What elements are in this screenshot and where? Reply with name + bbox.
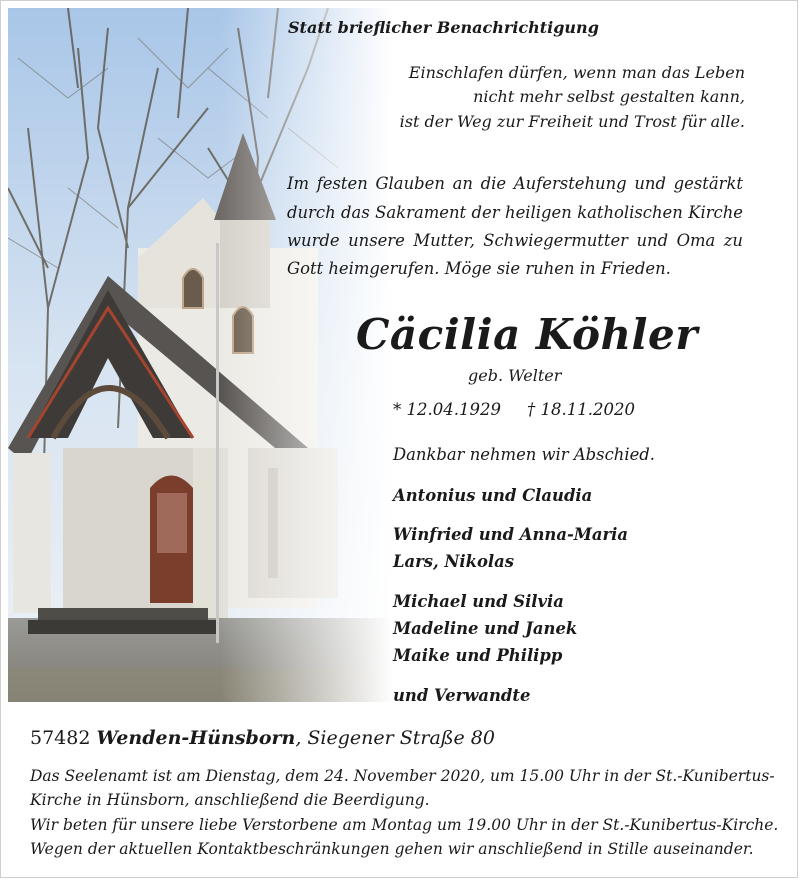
thanks-line: Dankbar nehmen wir Abschied. — [393, 445, 655, 464]
body-line: wurde unsere Mutter, Schwiegermutter und Oma zu — [287, 231, 743, 250]
body-line: durch das Sakrament der heiligen katholischen Kirche — [287, 203, 743, 222]
family-line: Winfried und Anna-Maria — [393, 525, 628, 544]
family-line: Michael und Silvia — [393, 592, 564, 611]
body-line: Im festen Glauben an die Auferstehung und gestärkt — [287, 174, 743, 193]
birth-date: * 12.04.1929 — [393, 400, 501, 419]
service-notice-line: Wegen der aktuellen Kontaktbeschränkungen gehen wir anschließend in Stille auseinander. — [30, 840, 754, 858]
address-line — [30, 727, 495, 749]
town: Wenden-Hünsborn — [96, 727, 296, 749]
verse-line: Einschlafen dürfen, wenn man das Leben — [408, 63, 745, 82]
death-date: † 18.11.2020 — [527, 400, 635, 419]
header-note: Statt brieflicher Benachrichtigung — [288, 18, 599, 37]
family-line: Lars, Nikolas — [393, 552, 514, 571]
deceased-name: Cäcilia Köhler — [356, 310, 698, 359]
service-notice-line: Kirche in Hünsborn, anschließend die Beerdigung. — [30, 791, 430, 809]
body-line: Gott heimgerufen. Möge sie ruhen in Frieden. — [287, 259, 671, 278]
postcode: 57482 — [30, 727, 91, 749]
service-notice-line: Wir beten für unsere liebe Verstorbene am Montag um 19.00 Uhr in der St.-Kunibertus-Kirche. — [30, 816, 779, 834]
verse-line: nicht mehr selbst gestalten kann, — [473, 87, 745, 106]
family-line: Madeline und Janek — [393, 619, 578, 638]
street: , Siegener Straße 80 — [295, 727, 495, 749]
maiden-name: geb. Welter — [468, 366, 562, 385]
service-notice-line: Das Seelenamt ist am Dienstag, dem 24. November 2020, um 15.00 Uhr in der St.-Kunibertus- — [30, 767, 775, 785]
family-line: und Verwandte — [393, 686, 531, 705]
verse-line: ist der Weg zur Freiheit und Trost für alle. — [399, 112, 745, 131]
family-line: Antonius und Claudia — [393, 486, 593, 505]
church-photo — [8, 8, 393, 702]
family-line: Maike und Philipp — [393, 646, 563, 665]
